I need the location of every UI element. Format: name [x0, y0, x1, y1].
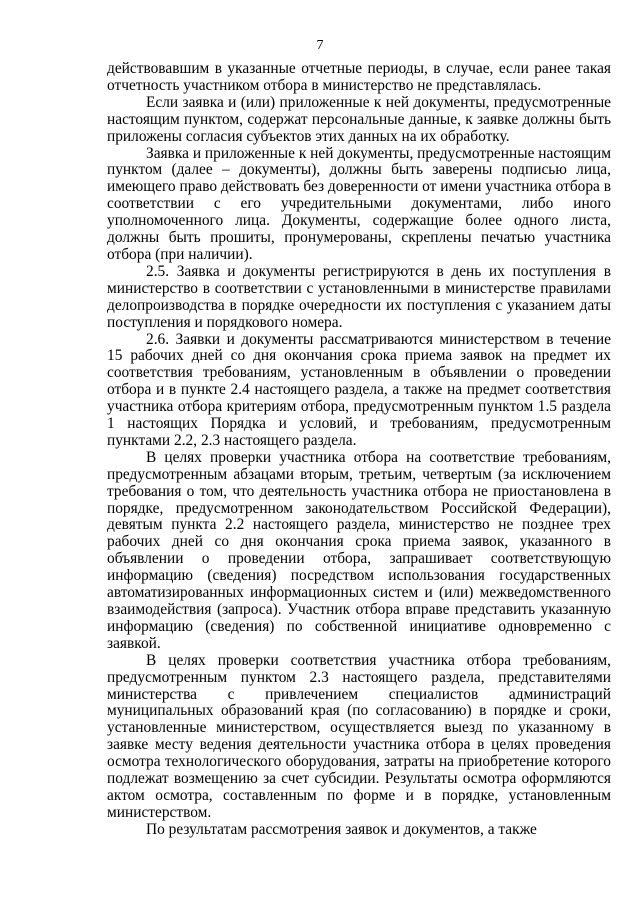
page-number: 7	[316, 38, 324, 53]
paragraph: Если заявка и (или) приложенные к ней документы, предусмотренные настоящим пунктом, содержат персональные данные, к заявке должны быть приложены согласия субъектов этих данных на их обработку.	[107, 93, 611, 145]
paragraph: В целях проверки соответствия участника отбора требованиям, предусмотренным пунктом 2.3 настоящего раздела, представителями министерства с привлечением специалистов администраций муниципальных образований края (по согласованию) в порядке и сроки, установленные министерством, осуществляется выезд по указанному в заявке месту ведения деятельности участника отбора в целях проведения осмотра технологического оборудования, затраты на приобретение которого подлежат возмещению за счет субсидии. Результаты осмотра оформляются актом осмотра, составленным по форме и в порядке, установленным министерством.	[107, 651, 611, 821]
paragraph: действовавшим в указанные отчетные периоды, в случае, если ранее такая отчетность участником отбора в министерство не представлялась.	[107, 60, 611, 94]
paragraph: 2.6. Заявки и документы рассматриваются министерством в течение 15 рабочих дней со дня окончания срока приема заявок на предмет их соответствия требованиям, установленным в объявлении о проведении отбора и в пункте 2.4 настоящего раздела, а также на предмет соответствия участника отбора критериям отбора, предусмотренным пунктом 1.5 раздела 1 настоящих Порядка и условий, и требованиям, предусмотренным пунктами 2.2, 2.3 настоящего раздела.	[107, 330, 611, 449]
document-body	[107, 61, 611, 839]
paragraph: 2.5. Заявка и документы регистрируются в день их поступления в министерство в соответствии с установленными в министерстве правилами делопроизводства в порядке очередности их поступления с указанием даты поступления и порядкового номера.	[107, 262, 611, 331]
paragraph: В целях проверки участника отбора на соответствие требованиям, предусмотренным абзацами вторым, третьим, четвертым (за исключением требования о том, что деятельность участника отбора не приостановлена в порядке, предусмотренном законодательством Российской Федерации), девятым пункта 2.2 настоящего раздела, министерство не позднее трех рабочих дней со дня окончания срока приема заявок, указанного в объявлении о проведении отбора, запрашивает соответствующую информацию (сведения) посредством использования государственных автоматизированных информационных систем и (или) межведомственного взаимодействия (запроса). Участник отбора вправе представить указанную информацию (сведения) по собственной инициативе одновременно с заявкой.	[107, 448, 611, 652]
paragraph: Заявка и приложенные к ней документы, предусмотренные настоящим пунктом (далее – документы), должны быть заверены подписью лица, имеющего право действовать без доверенности от имени участника отбора в соответствии с его учредительными документами, либо иного уполномоченного лица. Документы, содержащие более одного листа, должны быть прошиты, пронумерованы, скреплены печатью участника отбора (при наличии).	[107, 144, 611, 263]
paragraph: По результатам рассмотрения заявок и документов, а также	[146, 820, 537, 838]
